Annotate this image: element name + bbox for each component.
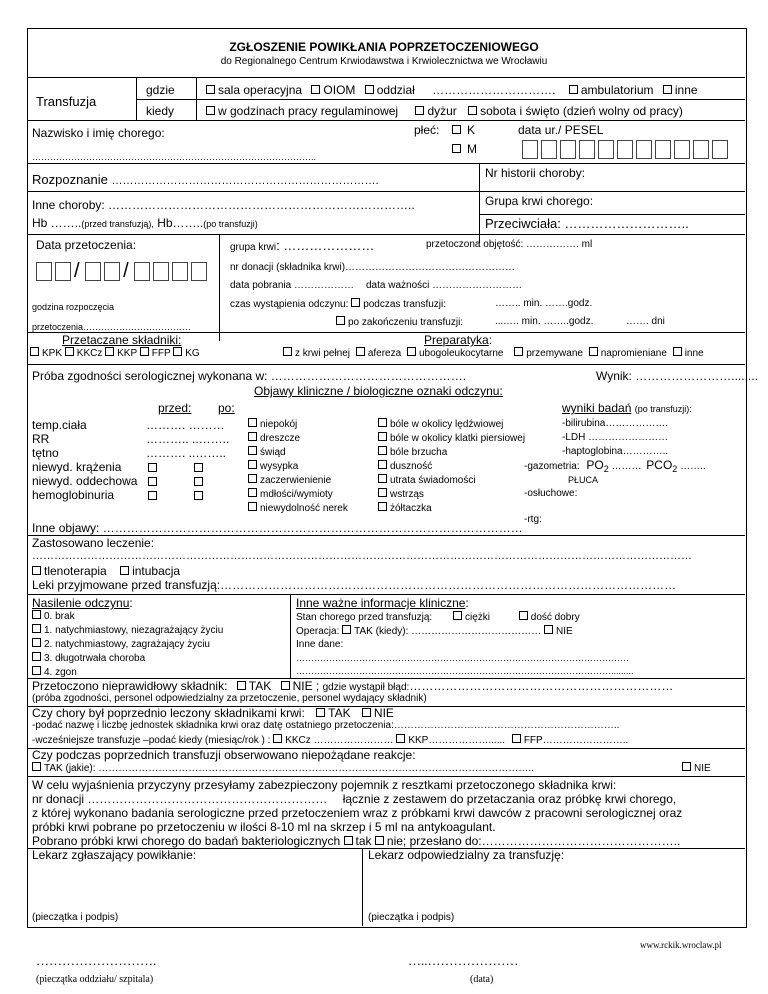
inne-objawy: Inne objawy: …………………………………………………………………………………………… (32, 521, 523, 535)
operacja-tak-checkbox[interactable] (342, 625, 351, 634)
godzina-label: godzina rozpoczęcia (32, 302, 115, 312)
data-przetoczenia-label: Data przetoczenia: (36, 238, 137, 252)
pesel-boxes[interactable] (522, 140, 731, 159)
data-label: (data) (470, 974, 494, 985)
nasilenie-1-checkbox[interactable] (32, 624, 41, 633)
dreszcze-checkbox[interactable] (248, 432, 257, 441)
wstrzas-checkbox[interactable] (378, 488, 387, 497)
dyzur-checkbox[interactable] (415, 106, 424, 115)
symptoms-col1: niepokój dreszcze świąd wysypka zaczerwienienie mdłości/wymioty niewydolność nerek (248, 418, 348, 516)
blad-tak-checkbox[interactable] (237, 681, 246, 690)
swiad-checkbox[interactable] (248, 446, 257, 455)
vital-rr: RR (32, 432, 50, 446)
sobota-checkbox[interactable] (468, 106, 477, 115)
podac-line: -podać nazwę i liczbę jednostek składnika krwi oraz datę ostatniego przetoczenia:………………………………………………………….. (32, 720, 620, 731)
kiedy-label: kiedy (146, 104, 175, 118)
form-title: ZGŁOSZENIE POWIKŁANIA POPRZETOCZENIOWEGO (229, 40, 539, 54)
rr-dots: ……….. ..…….. (146, 432, 230, 446)
preparatyka-options: z krwi pełnej afereza ubogoleukocytarne przemywane napromieniane inne (283, 347, 704, 359)
leczenie-options: tlenoterapia intubacja (32, 564, 180, 578)
kkcz-prev-checkbox[interactable] (273, 734, 282, 743)
reakcje-nie: NIE (682, 762, 711, 774)
bole-klatki-checkbox[interactable] (378, 432, 387, 441)
objetosc-field: przetoczona objętość: ……………. ml (426, 239, 593, 250)
pieczatka-right: (pieczątka i podpis) (368, 912, 455, 923)
po-header: po: (218, 401, 235, 415)
ciezki-checkbox[interactable] (453, 611, 462, 620)
nasilenie-4-checkbox[interactable] (32, 666, 41, 675)
leczenie-dots: ……………………………………………………………………………………………………………………………………………………………… (32, 550, 692, 562)
skladniki-title: Przetaczane składniki: (62, 333, 182, 347)
nr-donacji-field: nr donacji (składnika krwi)…………………………………………… (230, 262, 516, 273)
operacja: Operacja: TAK (kiedy): ………………………………… NIE (296, 626, 573, 637)
data-waznosci-field: data ważności ……………………… (366, 280, 523, 291)
nasilenie-title: Nasilenie odczynu: (32, 596, 133, 610)
leczony-line: Czy chory był poprzednio leczony składnikami krwi: TAK NIE (32, 706, 394, 720)
przetoczono-line: Przetoczono nieprawidłowy składnik: TAK NIE ; gdzie wystąpił błąd:………………………………………………………… (32, 679, 674, 693)
footer-dots-right: …..………………… (408, 953, 519, 968)
preparatyka-title: Preparatyka: (424, 333, 493, 347)
hb-values: Hb ……..(przed transfuzją), Hb……..(po transfuzji) (32, 216, 258, 230)
plec-label: płeć: (414, 123, 440, 137)
stan-chorego: Stan chorego przed transfuzją: ciężki dość dobry (296, 612, 580, 623)
inne-info-title: Inne ważne informacje kliniczne: (296, 596, 469, 610)
krew-pelna-checkbox[interactable] (283, 347, 292, 356)
inne-dane-dots2: ……………………………………………………………………………………………......... (296, 666, 634, 676)
kkp-prev-checkbox[interactable] (396, 734, 405, 743)
gdzie-label: gdzie (146, 83, 175, 97)
blad-note: (próba zgodności, personel odpowiedzialny za przetoczenie, personel wydający składnik) (32, 693, 427, 704)
nr-historii-label: Nr historii choroby: (485, 166, 586, 180)
bakter-tak-checkbox[interactable] (344, 836, 353, 845)
gazometria: -gazometria: $PO_2$ ……… $PCO_2$ …….. (524, 458, 706, 474)
temp-dots: ………. ……… (146, 418, 225, 432)
ubogoleukocytarne-checkbox[interactable] (407, 347, 416, 356)
ffp-checkbox[interactable] (140, 347, 149, 356)
po-zakonczeniu-label: po zakończeniu transfuzji: (336, 316, 463, 328)
grupa-krwi-field: grupa krwi: ………………… (230, 238, 375, 253)
inne-choroby: Inne choroby: ………………………………………………………………….. (32, 198, 415, 212)
reakcje-tak-checkbox[interactable] (32, 762, 41, 771)
krazenia-przed-checkbox[interactable] (148, 463, 157, 472)
sala-checkbox[interactable] (206, 85, 215, 94)
lekarz-odpowiedzialny: Lekarz odpowiedzialny za transfuzję: (368, 848, 565, 862)
pluca: PŁUCA (568, 475, 599, 485)
kkcz-checkbox[interactable] (65, 347, 74, 356)
leczony-nie-checkbox[interactable] (362, 708, 371, 717)
zoltaczka-checkbox[interactable] (378, 502, 387, 511)
napromieniane-checkbox[interactable] (589, 347, 598, 356)
operacja-nie-checkbox[interactable] (544, 625, 553, 634)
tlenoterapia-checkbox[interactable] (32, 566, 41, 575)
inne-dane: Inne dane: (296, 639, 344, 650)
leki-field: Leki przyjmowane przed transfuzją:…………………………………………………………………………………………………… (32, 578, 677, 592)
bole-brzucha-checkbox[interactable] (378, 446, 387, 455)
nasilenie-options: 0. brak 1. natychmiastowy, niezagrażający życiu 2. natychmiastowy, zagrażający życiu 3. długotrwała choroba 4. zgon (32, 610, 223, 680)
footer-url: www.rckik.wroclaw.pl (640, 940, 722, 950)
data-przetoczenia-boxes[interactable]: / / (36, 260, 210, 283)
ambulatorium-checkbox[interactable] (569, 85, 578, 94)
location-options: sala operacyjna OIOM oddział …………………………. ambulatorium inne (206, 83, 698, 97)
przetoczenia-dots: przetoczenia……………………………… (32, 322, 192, 332)
transfuzja-label: Transfuzja (36, 94, 97, 109)
niepokoj-checkbox[interactable] (248, 418, 257, 427)
oddzial-checkbox[interactable] (365, 85, 374, 94)
bole-ledzwiowe-checkbox[interactable] (378, 418, 387, 427)
vital-krazenia: niewyd. krążenia (32, 460, 122, 474)
mdlosci-checkbox[interactable] (248, 488, 257, 497)
bilirubina: -bilirubina………………. (562, 418, 669, 429)
k-checkbox[interactable] (452, 125, 461, 134)
kpk-checkbox[interactable] (30, 347, 39, 356)
kg-checkbox[interactable] (173, 347, 182, 356)
kkp-checkbox[interactable] (105, 347, 114, 356)
lekarz-zglaszajacy: Lekarz zgłaszający powikłanie: (32, 848, 197, 862)
vital-temp: temp.ciała (32, 418, 87, 432)
nasilenie-0-checkbox[interactable] (32, 610, 41, 619)
hemoglobinuria-po-checkbox[interactable] (194, 491, 203, 500)
nazwisko-label: Nazwisko i imię chorego: (32, 126, 165, 140)
haptoglobina: -haptoglobina………….. (562, 446, 669, 457)
oddechowa-po-checkbox[interactable] (194, 477, 203, 486)
intubacja-checkbox[interactable] (120, 566, 129, 575)
ffp-prev-checkbox[interactable] (512, 734, 521, 743)
rtg: -rtg: (524, 514, 542, 525)
reakcje-nie-checkbox[interactable] (682, 762, 691, 771)
objawy-title: Objawy kliniczne / biologiczne oznaki odczynu: (254, 384, 503, 398)
nazwisko-dots: ………………………………………………………………………………….. (32, 152, 317, 162)
inne-location-checkbox[interactable] (663, 85, 672, 94)
grupa-krwi-chorego: Grupa krwi chorego: (485, 194, 594, 208)
utrata-swiadomosci-checkbox[interactable] (378, 474, 387, 483)
rozpoznanie-label: Rozpoznanie ………………………………………………………………. (32, 172, 379, 187)
zaczerwienienie-checkbox[interactable] (248, 474, 257, 483)
form-subtitle: do Regionalnego Centrum Krwiodawstwa i Krwiolecznictwa we Wrocławiu (220, 56, 548, 67)
vital-oddechowa: niewyd. oddechowa (32, 474, 138, 488)
inne-prep-checkbox[interactable] (673, 347, 682, 356)
obserwowano-line: Czy podczas poprzednich transfuzji obserwowano niepożądane reakcje: (32, 748, 416, 762)
pieczatka-left: (pieczątka i podpis) (32, 912, 119, 923)
przeciwciala: Przeciwciała: ……………………….. (485, 216, 689, 231)
footer-dots-left: ………………………. (36, 953, 157, 968)
symptoms-col2: bóle w okolicy lędźwiowej bóle w okolicy klatki piersiowej bóle brzucha duszność utrata świadomości wstrząs żółtaczka (378, 418, 525, 516)
podczas-dots: …….. min. …….godz. (495, 298, 593, 309)
skladniki-options: KPK KKCz KKP FFP KG (30, 347, 200, 359)
oiom-checkbox[interactable] (311, 85, 320, 94)
wyniki-title: wyniki badań (po transfuzji): (562, 401, 692, 415)
nasilenie-2-checkbox[interactable] (32, 638, 41, 647)
osluchowe: -osłuchowe: (524, 488, 578, 499)
time-options: w godzinach pracy regulaminowej dyżur sobota i święto (dzień wolny od pracy) (206, 104, 683, 118)
dusznosc-checkbox[interactable] (378, 460, 387, 469)
inne-dane-dots1: ………………………………………………………………………………………………… (296, 653, 629, 663)
czas-label: czas wystąpienia odczynu: podczas transfuzji: (230, 299, 447, 310)
leczony-tak-checkbox[interactable] (316, 708, 325, 717)
proba-wynik: Wynik: ……………………........ (596, 369, 758, 383)
reakcje-tak: TAK (jakie): ………………………………………………………………………………………………………………….. (32, 762, 534, 774)
wczesniejsze-line: -wcześniejsze transfuzje –podać kiedy (miesiąc/rok ) : KKCz …………………… KKP………………...... FFP…………………….. (32, 735, 629, 746)
godziny-checkbox[interactable] (206, 106, 215, 115)
data-ur-label: data ur./ PESEL (518, 123, 604, 137)
leczenie-title: Zastosowano leczenie: (32, 536, 155, 550)
bakter-nie-checkbox[interactable] (375, 836, 384, 845)
przed-header: przed: (158, 401, 192, 415)
oddechowa-przed-checkbox[interactable] (148, 477, 157, 486)
podczas-checkbox[interactable] (351, 298, 360, 307)
vital-tetno: tętno (32, 446, 59, 460)
ldh: -LDH …………………… (562, 432, 669, 443)
po-zakonczeniu-checkbox[interactable] (336, 316, 345, 325)
plec-m: M (452, 142, 477, 156)
m-checkbox[interactable] (452, 144, 461, 153)
afereza-checkbox[interactable] (356, 347, 365, 356)
po-dots: ....…. min. ……..godz. (495, 316, 594, 327)
vital-hemoglobinuria: hemoglobinuria (32, 488, 115, 502)
data-pobrania-field: data pobrania ……………… (230, 280, 354, 291)
przemywane-checkbox[interactable] (514, 347, 523, 356)
dosc-dobry-checkbox[interactable] (519, 611, 528, 620)
wysypka-checkbox[interactable] (248, 460, 257, 469)
hemoglobinuria-przed-checkbox[interactable] (148, 491, 157, 500)
pieczatka-oddzialu: (pieczątka oddziału/ szpitala) (36, 974, 154, 985)
plec-k: K (452, 123, 475, 137)
tetno-dots: ………. ..…….. (146, 446, 227, 460)
krazenia-po-checkbox[interactable] (194, 463, 203, 472)
nasilenie-3-checkbox[interactable] (32, 652, 41, 661)
niewydolnosc-nerek-checkbox[interactable] (248, 502, 257, 511)
blad-nie-checkbox[interactable] (281, 681, 290, 690)
pojemnik-text: W celu wyjaśnienia przyczyny przesyłamy zabezpieczony pojemnik z resztkami przetoczonego składnika krwi: nr donacji …………………………………………………… łącznie z zestawem do przetaczania oraz próbkę krwi chorego, z której wykonano badania serologiczne przed przetoczeniem wraz z próbkami krwi dawców z pracowni serologicznej oraz próbki krwi pobrane po przetoczeniu w ilości 8-10 ml na skrzep i 5 ml na antykoagulant. Pobrano próbki krwi chorego do badań bakteriologicznych tak nie; przesłano do:………………………………………….. (32, 778, 683, 848)
dni-dots: ……. dni (626, 316, 665, 327)
proba-label: Próba zgodności serologicznej wykonana w: …………………………………………. (32, 369, 467, 383)
